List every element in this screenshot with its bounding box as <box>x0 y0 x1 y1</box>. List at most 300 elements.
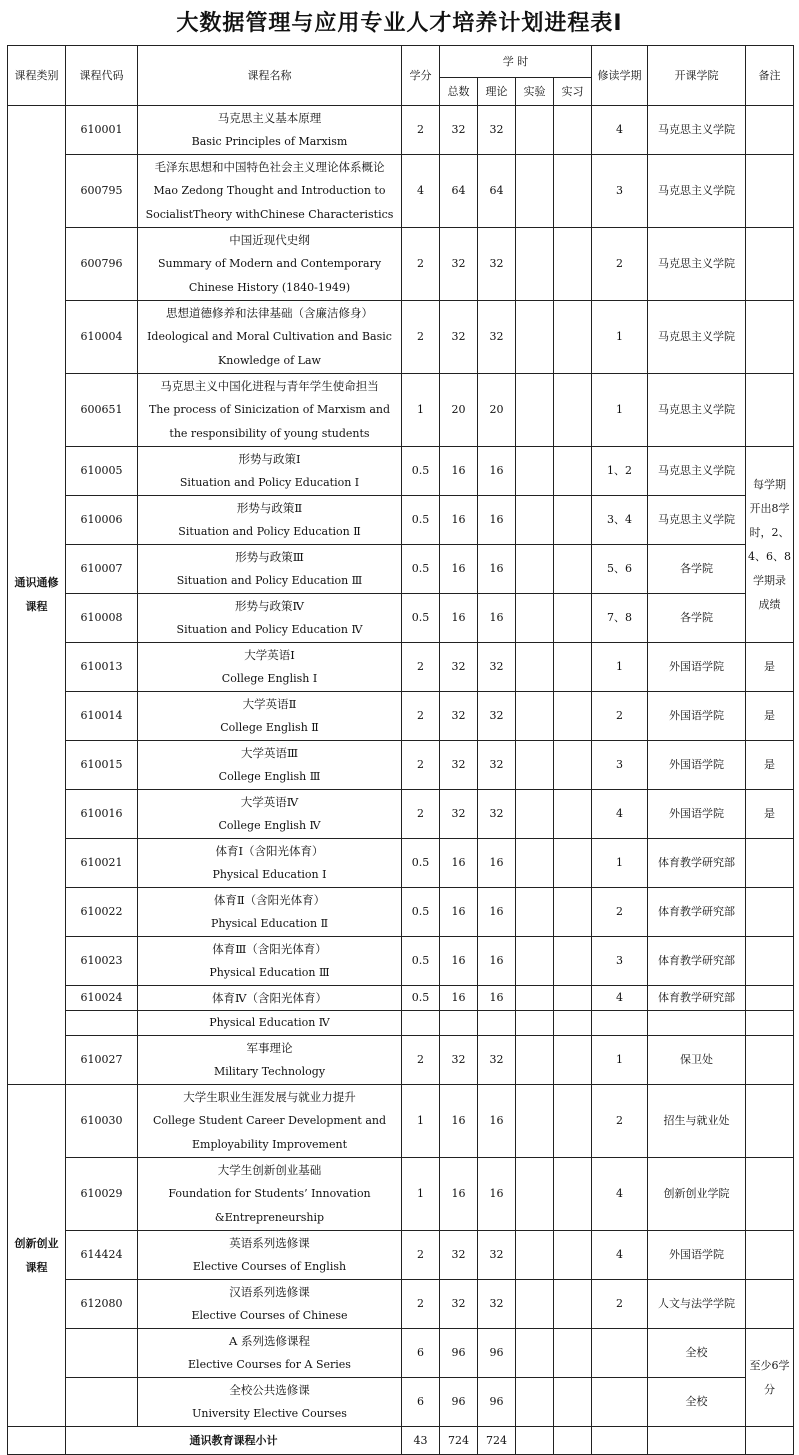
course-name-zh: 全校公共选修课 <box>229 1383 310 1397</box>
course-remark <box>746 106 794 155</box>
course-practice <box>554 106 592 155</box>
course-remark: 是 <box>746 790 794 839</box>
course-total: 16 <box>440 1158 478 1231</box>
course-total: 32 <box>440 1231 478 1280</box>
course-code: 610007 <box>66 545 138 594</box>
course-theory: 32 <box>478 1280 516 1329</box>
course-theory: 64 <box>478 155 516 228</box>
course-total: 16 <box>440 888 478 937</box>
course-code: 614424 <box>66 1231 138 1280</box>
course-total <box>440 1011 478 1036</box>
course-credits: 1 <box>402 374 440 447</box>
course-credits: 4 <box>402 155 440 228</box>
course-semester: 3 <box>592 741 648 790</box>
course-total: 16 <box>440 594 478 643</box>
course-code: 600795 <box>66 155 138 228</box>
course-experiment <box>516 790 554 839</box>
course-practice <box>554 228 592 301</box>
course-experiment <box>516 839 554 888</box>
header-experiment: 实验 <box>516 78 554 106</box>
course-credits: 2 <box>402 741 440 790</box>
course-name-zh: 形势与政策Ⅳ <box>235 599 304 613</box>
subtotal-theory: 724 <box>478 1427 516 1455</box>
course-practice <box>554 545 592 594</box>
course-name <box>138 447 402 496</box>
course-college: 体育教学研究部 <box>648 937 746 986</box>
course-semester: 4 <box>592 106 648 155</box>
course-name-en: College English Ⅲ <box>218 770 321 783</box>
course-remark <box>746 301 794 374</box>
course-name <box>138 594 402 643</box>
course-remark <box>746 1231 794 1280</box>
course-college: 外国语学院 <box>648 790 746 839</box>
course-college: 外国语学院 <box>648 643 746 692</box>
course-practice <box>554 496 592 545</box>
course-name-zh: A 系列选修课程 <box>229 1334 310 1348</box>
course-college: 各学院 <box>648 545 746 594</box>
course-theory: 16 <box>478 1158 516 1231</box>
course-college: 外国语学院 <box>648 692 746 741</box>
course-name-zh: 大学生职业生涯发展与就业力提升 <box>183 1090 356 1104</box>
course-college: 马克思主义学院 <box>648 155 746 228</box>
course-name <box>138 155 402 228</box>
course-name <box>138 643 402 692</box>
course-total: 32 <box>440 790 478 839</box>
course-name-zh: 体育Ⅲ（含阳光体育） <box>212 942 327 956</box>
course-name <box>138 790 402 839</box>
course-credits: 0.5 <box>402 986 440 1011</box>
header-category: 课程类别 <box>8 46 66 106</box>
course-name-en: Elective Courses for A Series <box>188 1358 351 1371</box>
subtotal-blank <box>516 1427 554 1455</box>
subtotal-row <box>8 1427 794 1455</box>
course-theory: 32 <box>478 741 516 790</box>
course-semester: 1 <box>592 643 648 692</box>
course-name-en: Physical Education Ⅰ <box>212 868 327 881</box>
course-name-zh: 毛泽东思想和中国特色社会主义理论体系概论 <box>154 160 385 174</box>
course-practice <box>554 692 592 741</box>
course-name <box>138 374 402 447</box>
table-row <box>8 986 794 1011</box>
course-name <box>138 545 402 594</box>
table-row <box>8 790 794 839</box>
course-code: 610008 <box>66 594 138 643</box>
course-name <box>138 228 402 301</box>
course-name <box>138 1085 402 1158</box>
course-name-en: University Elective Courses <box>192 1407 347 1420</box>
course-semester: 4 <box>592 1158 648 1231</box>
course-college <box>648 1011 746 1036</box>
table-row <box>8 643 794 692</box>
subtotal-credits: 43 <box>402 1427 440 1455</box>
course-name <box>138 496 402 545</box>
course-theory: 16 <box>478 594 516 643</box>
course-college: 马克思主义学院 <box>648 106 746 155</box>
course-semester <box>592 1378 648 1427</box>
course-code <box>66 1378 138 1427</box>
course-name <box>138 986 402 1011</box>
course-name <box>138 1231 402 1280</box>
course-semester: 2 <box>592 692 648 741</box>
table-row <box>8 447 794 496</box>
course-theory: 16 <box>478 447 516 496</box>
course-semester: 3、4 <box>592 496 648 545</box>
course-total: 16 <box>440 545 478 594</box>
course-code: 610023 <box>66 937 138 986</box>
course-name-zh: 大学英语Ⅱ <box>242 697 297 711</box>
course-college: 体育教学研究部 <box>648 888 746 937</box>
table-row <box>8 496 794 545</box>
course-credits: 0.5 <box>402 545 440 594</box>
course-experiment <box>516 888 554 937</box>
course-theory <box>478 1011 516 1036</box>
course-total: 96 <box>440 1329 478 1378</box>
course-plan-table <box>7 45 794 1455</box>
course-name-zh: 汉语系列选修课 <box>229 1285 310 1299</box>
course-credits: 0.5 <box>402 937 440 986</box>
course-college: 马克思主义学院 <box>648 447 746 496</box>
course-college: 外国语学院 <box>648 1231 746 1280</box>
course-college: 全校 <box>648 1378 746 1427</box>
course-credits: 2 <box>402 1280 440 1329</box>
course-code: 610015 <box>66 741 138 790</box>
course-theory: 96 <box>478 1329 516 1378</box>
course-practice <box>554 594 592 643</box>
remark-policy: 每学期开出8学时，2、4、6、8学期录成绩 <box>746 447 794 643</box>
course-practice <box>554 1011 592 1036</box>
course-semester <box>592 1011 648 1036</box>
course-practice <box>554 741 592 790</box>
table-row <box>8 1085 794 1158</box>
course-practice <box>554 447 592 496</box>
course-semester: 3 <box>592 155 648 228</box>
subtotal-total: 724 <box>440 1427 478 1455</box>
course-name-en: College English Ⅰ <box>221 672 318 685</box>
course-name <box>138 1011 402 1036</box>
course-remark <box>746 1036 794 1085</box>
course-total: 16 <box>440 839 478 888</box>
course-name <box>138 1329 402 1378</box>
remark-elective: 至少6学分 <box>746 1329 794 1427</box>
course-name-zh: 中国近现代史纲 <box>229 233 310 247</box>
course-college: 体育教学研究部 <box>648 839 746 888</box>
course-semester: 1、2 <box>592 447 648 496</box>
course-name-zh: 英语系列选修课 <box>229 1236 310 1250</box>
course-name-en: Physical Education Ⅲ <box>209 966 330 979</box>
course-name-en: College Student Career Development and Employability Improvement <box>152 1114 387 1151</box>
course-practice <box>554 374 592 447</box>
course-code: 610022 <box>66 888 138 937</box>
course-practice <box>554 1231 592 1280</box>
course-code: 610013 <box>66 643 138 692</box>
table-row <box>8 937 794 986</box>
course-semester: 7、8 <box>592 594 648 643</box>
subtotal-blank <box>554 1427 592 1455</box>
course-name-zh: 马克思主义中国化进程与青年学生使命担当 <box>160 379 379 393</box>
course-experiment <box>516 1231 554 1280</box>
course-code <box>66 1329 138 1378</box>
course-semester: 2 <box>592 228 648 301</box>
course-code: 600796 <box>66 228 138 301</box>
subtotal-blank <box>648 1427 746 1455</box>
table-row <box>8 1280 794 1329</box>
course-total: 16 <box>440 937 478 986</box>
table-row <box>8 741 794 790</box>
course-total: 64 <box>440 155 478 228</box>
course-semester: 1 <box>592 839 648 888</box>
course-experiment <box>516 228 554 301</box>
course-practice <box>554 1085 592 1158</box>
course-name-zh: 大学英语Ⅲ <box>240 746 299 760</box>
table-row <box>8 301 794 374</box>
course-name-zh: 体育Ⅱ（含阳光体育） <box>213 893 326 907</box>
course-practice <box>554 986 592 1011</box>
page-title: 大数据管理与应用专业人才培养计划进程表Ⅰ <box>176 11 623 36</box>
course-credits: 0.5 <box>402 447 440 496</box>
table-row <box>8 545 794 594</box>
course-code: 610024 <box>66 986 138 1011</box>
course-credits: 2 <box>402 643 440 692</box>
course-theory: 32 <box>478 1231 516 1280</box>
course-remark: 是 <box>746 643 794 692</box>
course-remark <box>746 374 794 447</box>
course-credits: 0.5 <box>402 839 440 888</box>
header-college: 开课学院 <box>648 46 746 106</box>
course-name-zh: 体育Ⅳ（含阳光体育） <box>212 991 327 1005</box>
course-code: 610021 <box>66 839 138 888</box>
course-code: 610006 <box>66 496 138 545</box>
course-credits: 6 <box>402 1378 440 1427</box>
course-practice <box>554 1378 592 1427</box>
header-code: 课程代码 <box>66 46 138 106</box>
course-practice <box>554 839 592 888</box>
course-name-en: Situation and Policy Education Ⅲ <box>176 574 363 587</box>
course-credits: 2 <box>402 692 440 741</box>
course-practice <box>554 1158 592 1231</box>
course-experiment <box>516 1158 554 1231</box>
header-theory: 理论 <box>478 78 516 106</box>
subtotal-label: 通识教育课程小计 <box>66 1427 402 1455</box>
course-credits: 6 <box>402 1329 440 1378</box>
course-remark <box>746 888 794 937</box>
course-name-zh: 体育Ⅰ（含阳光体育） <box>215 844 324 858</box>
course-remark <box>746 1280 794 1329</box>
course-theory: 16 <box>478 1085 516 1158</box>
course-code: 610029 <box>66 1158 138 1231</box>
course-code: 610004 <box>66 301 138 374</box>
table-row <box>8 1158 794 1231</box>
course-theory: 32 <box>478 301 516 374</box>
table-body <box>8 46 794 1455</box>
course-experiment <box>516 545 554 594</box>
course-total: 32 <box>440 301 478 374</box>
table-row <box>8 1329 794 1378</box>
course-practice <box>554 1036 592 1085</box>
course-experiment <box>516 496 554 545</box>
table-row <box>8 1036 794 1085</box>
course-theory: 32 <box>478 1036 516 1085</box>
course-total: 32 <box>440 106 478 155</box>
course-remark: 是 <box>746 741 794 790</box>
course-experiment <box>516 937 554 986</box>
table-row <box>8 1011 794 1036</box>
course-remark <box>746 1085 794 1158</box>
course-experiment <box>516 643 554 692</box>
header-credits: 学分 <box>402 46 440 106</box>
header-remark: 备注 <box>746 46 794 106</box>
category-innovation: 创新创业课程 <box>8 1085 66 1427</box>
course-name-en: Mao Zedong Thought and Introduction to SocialistTheory withChinese Characteristics <box>145 184 394 221</box>
course-college: 外国语学院 <box>648 741 746 790</box>
course-theory: 32 <box>478 228 516 301</box>
course-name-zh: 军事理论 <box>246 1041 293 1055</box>
course-code: 610001 <box>66 106 138 155</box>
course-experiment <box>516 374 554 447</box>
header-row <box>8 46 794 78</box>
course-experiment <box>516 106 554 155</box>
course-name-en: Physical Education Ⅱ <box>210 917 329 930</box>
course-college: 全校 <box>648 1329 746 1378</box>
course-name-en: Ideological and Moral Cultivation and Basic Knowledge of Law <box>147 330 392 367</box>
course-experiment <box>516 1036 554 1085</box>
subtotal-blank <box>746 1427 794 1455</box>
course-name <box>138 839 402 888</box>
course-name <box>138 888 402 937</box>
course-name <box>138 1158 402 1231</box>
course-name-en: Foundation for Students’ Innovation &Entrepreneurship <box>168 1187 371 1224</box>
course-semester: 4 <box>592 1231 648 1280</box>
course-total: 16 <box>440 496 478 545</box>
table-row <box>8 888 794 937</box>
course-total: 32 <box>440 643 478 692</box>
course-semester: 1 <box>592 301 648 374</box>
course-semester: 4 <box>592 986 648 1011</box>
course-credits <box>402 1011 440 1036</box>
course-college: 马克思主义学院 <box>648 301 746 374</box>
course-name <box>138 692 402 741</box>
course-college: 马克思主义学院 <box>648 496 746 545</box>
course-theory: 32 <box>478 643 516 692</box>
course-total: 20 <box>440 374 478 447</box>
course-experiment <box>516 1329 554 1378</box>
course-name-en: Situation and Policy Education Ⅳ <box>176 623 363 636</box>
course-semester <box>592 1329 648 1378</box>
course-semester: 1 <box>592 374 648 447</box>
course-remark <box>746 937 794 986</box>
table-row <box>8 106 794 155</box>
course-credits: 1 <box>402 1158 440 1231</box>
course-practice <box>554 1329 592 1378</box>
course-remark: 是 <box>746 692 794 741</box>
course-code: 610030 <box>66 1085 138 1158</box>
course-experiment <box>516 1378 554 1427</box>
course-credits: 2 <box>402 301 440 374</box>
course-credits: 0.5 <box>402 888 440 937</box>
course-semester: 2 <box>592 888 648 937</box>
course-name-en: The process of Sinicization of Marxism and the responsibility of young students <box>148 403 391 440</box>
course-practice <box>554 888 592 937</box>
course-credits: 2 <box>402 228 440 301</box>
table-row <box>8 1378 794 1427</box>
course-name <box>138 937 402 986</box>
category-general: 通识通修课程 <box>8 106 66 1085</box>
course-total: 96 <box>440 1378 478 1427</box>
course-theory: 32 <box>478 106 516 155</box>
course-experiment <box>516 1011 554 1036</box>
course-code: 600651 <box>66 374 138 447</box>
course-name-en: Physical Education Ⅳ <box>209 1016 330 1029</box>
course-code: 610005 <box>66 447 138 496</box>
course-name <box>138 1378 402 1427</box>
course-semester: 4 <box>592 790 648 839</box>
course-practice <box>554 301 592 374</box>
header-total: 总数 <box>440 78 478 106</box>
course-theory: 16 <box>478 937 516 986</box>
course-code <box>66 1011 138 1036</box>
course-name-en: Elective Courses of Chinese <box>191 1309 348 1322</box>
course-practice <box>554 155 592 228</box>
course-credits: 0.5 <box>402 496 440 545</box>
table-row <box>8 1231 794 1280</box>
course-experiment <box>516 986 554 1011</box>
course-name-en: Situation and Policy Education Ⅱ <box>178 525 361 538</box>
header-name: 课程名称 <box>138 46 402 106</box>
course-name-zh: 形势与政策Ⅰ <box>238 452 301 466</box>
course-code: 612080 <box>66 1280 138 1329</box>
course-name-en: Situation and Policy Education Ⅰ <box>179 476 360 489</box>
table-row <box>8 155 794 228</box>
course-theory: 20 <box>478 374 516 447</box>
course-experiment <box>516 1085 554 1158</box>
course-name <box>138 106 402 155</box>
header-semester: 修读学期 <box>592 46 648 106</box>
course-remark <box>746 839 794 888</box>
course-code: 610016 <box>66 790 138 839</box>
course-practice <box>554 1280 592 1329</box>
table-row <box>8 594 794 643</box>
course-remark <box>746 155 794 228</box>
course-semester: 3 <box>592 937 648 986</box>
course-experiment <box>516 741 554 790</box>
course-experiment <box>516 594 554 643</box>
course-code: 610014 <box>66 692 138 741</box>
course-remark <box>746 986 794 1011</box>
course-name <box>138 1280 402 1329</box>
course-name-en: College English Ⅱ <box>220 721 319 734</box>
course-credits: 2 <box>402 790 440 839</box>
course-credits: 1 <box>402 1085 440 1158</box>
subtotal-blank <box>592 1427 648 1455</box>
course-theory: 16 <box>478 839 516 888</box>
course-experiment <box>516 1280 554 1329</box>
course-experiment <box>516 301 554 374</box>
table-row <box>8 692 794 741</box>
course-credits: 2 <box>402 106 440 155</box>
table-row <box>8 228 794 301</box>
course-credits: 2 <box>402 1036 440 1085</box>
course-college: 马克思主义学院 <box>648 228 746 301</box>
course-experiment <box>516 155 554 228</box>
course-total: 32 <box>440 1280 478 1329</box>
course-name-en: Elective Courses of English <box>192 1260 347 1273</box>
course-name <box>138 1036 402 1085</box>
course-total: 32 <box>440 1036 478 1085</box>
course-name <box>138 301 402 374</box>
course-name-en: College English Ⅳ <box>218 819 321 832</box>
course-college: 人文与法学学院 <box>648 1280 746 1329</box>
course-name-en: Basic Principles of Marxism <box>191 135 348 148</box>
course-total: 32 <box>440 692 478 741</box>
